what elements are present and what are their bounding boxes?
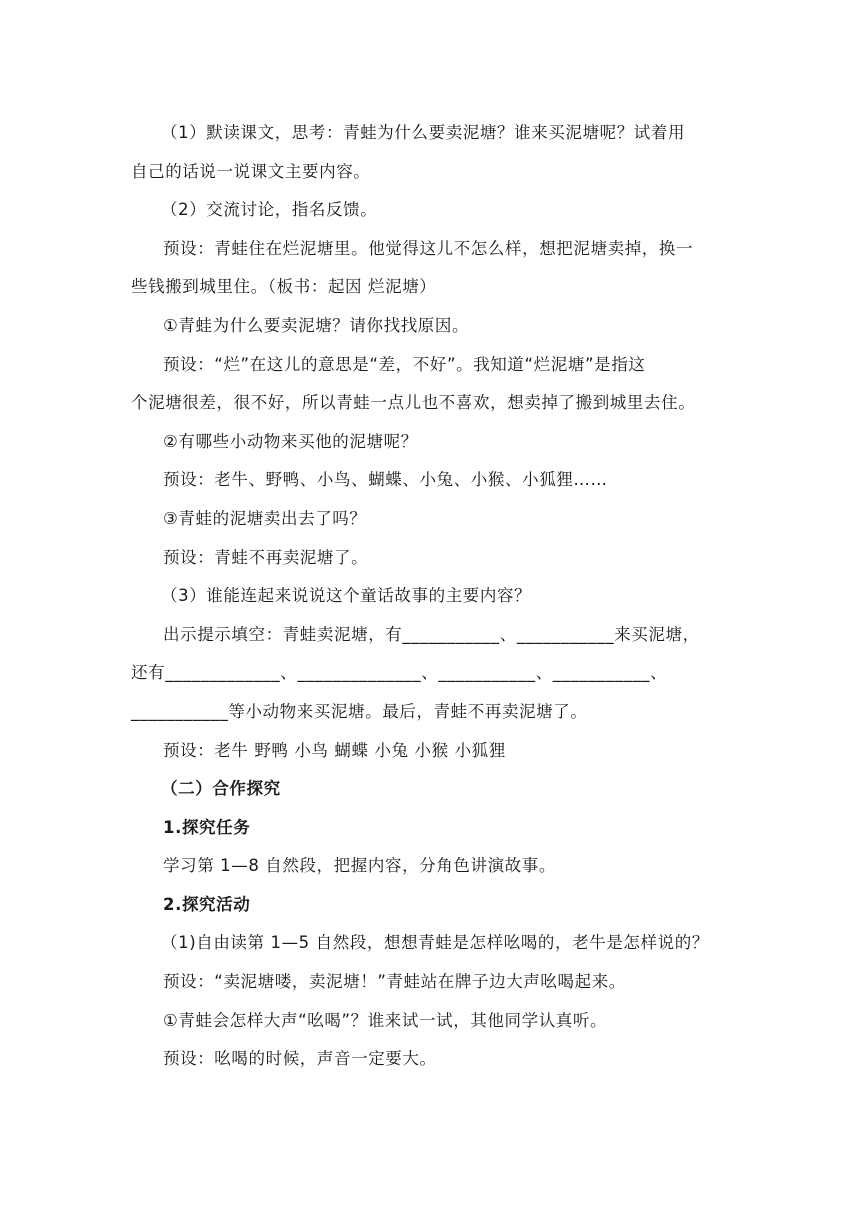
paragraph-line: 还有_____________、______________、___________、___________、 xyxy=(131,663,668,683)
paragraph-line: （1）默读课文，思考：青蛙为什么要卖泥塘？谁来买泥塘呢？试着用 xyxy=(161,123,686,142)
paragraph-line: 预设：“烂”在这儿的意思是“差，不好”。我知道“烂泥塘”是指这 xyxy=(163,354,646,374)
paragraph-line: ②有哪些小动物来买他的泥塘呢？ xyxy=(163,431,418,451)
paragraph-line: 预设：老牛、野鸭、小鸟、蝴蝶、小兔、小猴、小狐狸…… xyxy=(163,470,608,490)
paragraph-line: 些钱搬到城里住。（板书：起因 烂泥塘） xyxy=(131,277,437,297)
paragraph-line: 预设：青蛙不再卖泥塘了。 xyxy=(163,547,369,567)
paragraph-line: （1)自由读第 1—5 自然段，想想青蛙是怎样吆喝的，老牛是怎样说的？ xyxy=(161,933,709,953)
subsection-heading: 1.探究任务 xyxy=(163,817,251,837)
paragraph-line: ③青蛙的泥塘卖出去了吗？ xyxy=(163,508,367,528)
lesson-plan-body xyxy=(131,114,731,1079)
paragraph-line: 预设：吆喝的时候，声音一定要大。 xyxy=(163,1049,437,1069)
paragraph-line: ①青蛙会怎样大声“吆喝”？谁来试一试，其他同学认真听。 xyxy=(163,1010,608,1030)
subsection-heading: 2.探究活动 xyxy=(163,894,251,914)
paragraph-line: （3）谁能连起来说说这个童话故事的主要内容？ xyxy=(161,586,532,606)
paragraph-line: 预设：青蛙住在烂泥塘里。他觉得这儿不怎么样，想把泥塘卖掉，换一 xyxy=(163,238,694,258)
paragraph-line: 预设：老牛 野鸭 小鸟 蝴蝶 小兔 小猴 小狐狸 xyxy=(163,740,506,760)
paragraph-line: （2）交流讨论，指名反馈。 xyxy=(161,200,378,220)
paragraph-line: 出示提示填空：青蛙卖泥塘，有___________、___________来买泥塘， xyxy=(163,624,700,644)
paragraph-line: ①青蛙为什么要卖泥塘？请你找找原因。 xyxy=(163,315,470,335)
paragraph-line: 学习第 1—8 自然段，把握内容，分角色讲演故事。 xyxy=(163,856,556,876)
paragraph-line: ___________等小动物来买泥塘。最后，青蛙不再卖泥塘了。 xyxy=(131,701,588,721)
paragraph-line: 预设：“卖泥塘喽，卖泥塘！”青蛙站在牌子边大声吆喝起来。 xyxy=(163,972,626,992)
paragraph-line: 个泥塘很差，很不好，所以青蛙一点儿也不喜欢，想卖掉了搬到城里去住。 xyxy=(131,393,696,413)
section-heading: （二）合作探究 xyxy=(161,779,281,799)
paragraph-line: 自己的话说一说课文主要内容。 xyxy=(131,161,371,181)
